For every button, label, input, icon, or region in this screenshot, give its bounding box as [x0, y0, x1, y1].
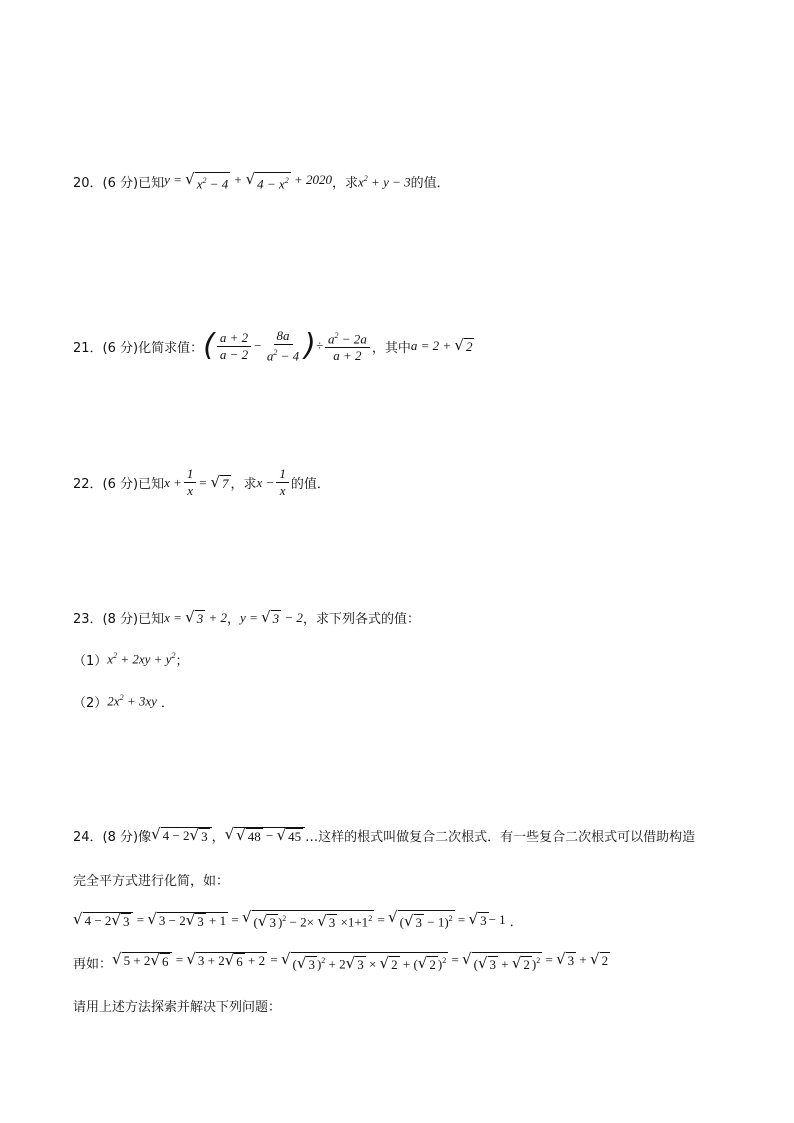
q21-formula: ( $\frac{a + 2}{a - 2}$ − $\frac{8a}{a^2 - 4}$ ) ÷ $\frac{a^2 - 2a}{a + 2}$ [203, 328, 372, 364]
q23-expr-1: $x^2 + 2xy + y^2$ [107, 651, 176, 667]
q22-text: 已知 [138, 477, 165, 492]
q23-number: 23．(8 分) [73, 612, 139, 627]
q21-text: 化简求值： [138, 340, 204, 356]
question-24-example-2: 再如： √ 5 + 2 √ 6 = √ 3 + 2 √ 6 + 2 = √ ( √ 3 )$^2$ + 2 √ 3 × √ 2 + ( √ 2 )$^2$ = √ ( √ 3 + √ 2 )$^2$ = √ 3 + √ 2 [73, 950, 609, 973]
question-24: 24．(8 分) 像 √ 4 − 2 √ 3 ， √ √ 48 − √ 45 …这样的根式叫做复合二次根式．有一些复合二次根式可以借助构造 [73, 825, 696, 845]
q24-example-a: √ 4 − 2 √ 3 [151, 827, 211, 844]
q23-x-value: x = √ 3 + 2 [164, 607, 228, 626]
question-23: 23．(8 分) 已知 x = √ 3 + 2 ， y = √ 3 − 2 ，求下列各式的值： [73, 607, 420, 627]
q20-expression: $x^2 + y - 3$ [358, 173, 411, 189]
q23-text: 已知 [138, 612, 165, 627]
question-22: 22．(6 分) 已知 x + $\frac{1}{x}$ = √ 7 ，求 x − $\frac{1}{x}$ 的值． [73, 466, 330, 498]
q20-text: 已知 [138, 176, 165, 192]
q23-y-value: y = √ 3 − 2 [240, 607, 303, 626]
question-24-line-5: 请用上述方法探索并解决下列问题： [73, 1000, 282, 1015]
q22-formula: x + $\frac{1}{x}$ = √ 7 [164, 466, 229, 498]
question-23-part-1: （1） $x^2 + 2xy + y^2$ ； [73, 651, 189, 669]
q24-number: 24．(8 分) [73, 830, 139, 845]
q21-number: 21．(6 分) [73, 340, 139, 356]
q24-example-b: √ √ 48 − √ 45 [225, 827, 306, 844]
question-23-part-2: （2） $2x^2 + 3xy$ ． [73, 693, 174, 711]
q22-expression: x − $\frac{1}{x}$ [257, 466, 291, 499]
q21-condition: a = 2 + √ 2 [410, 336, 473, 355]
q23-expr-2: $2x^2 + 3xy$ [107, 693, 157, 709]
question-24-example-1: √ 4 − 2 √ 3 = √ 3 − 2 √ 3 + 1 = √ ( √ 3 )$^2$ − 2× √ 3 $\times 1+1^2$ = √ ( √ 3 − 1)$^2$ = √ 3 − 1 ． [73, 908, 523, 931]
q20-number: 20．(6 分) [73, 176, 139, 192]
q22-number: 22．(6 分) [73, 477, 139, 492]
question-24-line-2: 完全平方式进行化简，如： [73, 874, 230, 889]
question-21: 21．(6 分) 化简求值： ( $\frac{a + 2}{a - 2}$ − $\frac{8a}{a^2 - 4}$ ) ÷ $\frac{a^2 - 2a}{a + 2}$ ，其中 a = 2 + √ 2 [73, 328, 473, 364]
q20-formula: y = √ $x^2 - 4$ + √ $4 - x^2$ + 2020 [164, 170, 332, 192]
q24-example-2-formula: √ 5 + 2 √ 6 = √ 3 + 2 √ 6 + 2 = √ ( √ 3 )$^2$ + 2 √ 3 × √ 2 + ( √ 2 )$^2$ = √ ( √ 3 + √ 2 )$^2$ = √ 3 + √ 2 [112, 950, 609, 973]
question-20: 20．(6 分) 已知 y = √ $x^2 - 4$ + √ $4 - x^2$ + 2020 ，求 $x^2 + y - 3$ 的值． [73, 170, 450, 192]
